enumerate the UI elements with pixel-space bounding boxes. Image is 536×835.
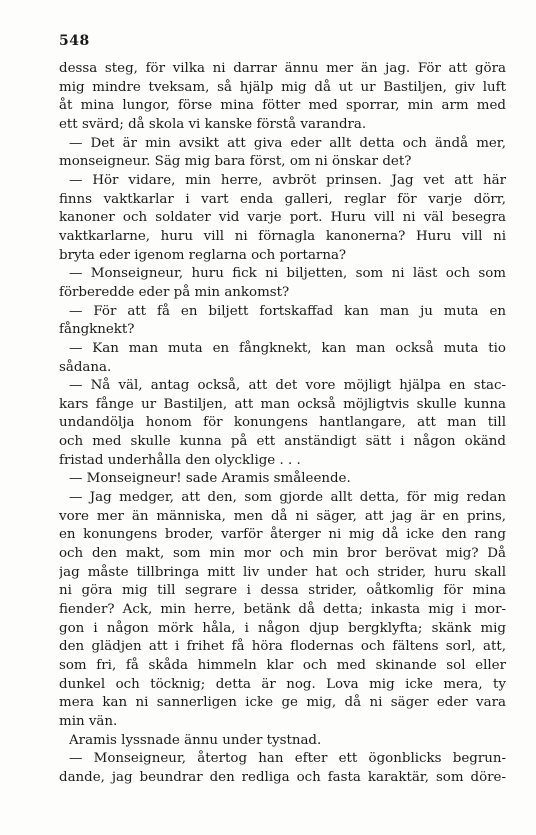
text-line: dunkel och töcknig; detta är nog. Lova mig icke mera, ty (59, 676, 506, 692)
text-line: min vän. (59, 713, 118, 729)
text-line: fångknekt? (59, 322, 135, 338)
text-line: ni göra mig till segrare i dessa strider, oåtkomlig för mina (59, 583, 506, 599)
text-line: dande, jag beundrar den redliga och fasta karaktär, som döre- (59, 769, 506, 785)
text-line: vore mer än människa, men då ni säger, att jag är en prins, (59, 508, 506, 524)
text-line: — För att få en biljett fortskaffad kan man ju muta en (69, 303, 506, 319)
text-line: mera kan ni sannerligen icke ge mig, då ni säger eder vara (59, 695, 506, 711)
text-line: — Kan man muta en fångknekt, kan man också muta tio (69, 340, 506, 356)
text-line: och med skulle kunna på ett anständigt sätt i någon okänd (59, 434, 506, 450)
text-line: — Det är min avsikt att giva eder allt detta och ändå mer, (69, 135, 506, 151)
text-line: vaktkarlarne, huru vill ni förnagla kanonerna? Huru vill ni (59, 228, 506, 244)
text-line: gon i någon mörk håla, i någon djup bergklyfta; skänk mig (59, 620, 506, 636)
text-line: jag måste tillbringa mitt liv under hat och strider, huru skall (59, 564, 506, 580)
text-line: mig mindre tveksam, så hjälp mig då ut ur Bastiljen, giv luft (59, 79, 506, 95)
text-line: förberedde eder på min ankomst? (59, 284, 290, 300)
text-line: undandölja honom för konungens hantlangare, att man till (59, 415, 506, 431)
text-line: — Nå väl, antag också, att det vore möjligt hjälpa en stac- (69, 378, 506, 394)
text-line: — Monseigneur, huru fick ni biljetten, som ni läst och som (69, 266, 506, 282)
text-line: kanoner och soldater vid varje port. Huru vill ni väl besegra (59, 210, 506, 226)
text-line: — Monseigneur! sade Aramis småleende. (69, 471, 351, 487)
text-line: fristad underhålla den olycklige . . . (59, 452, 301, 468)
page-number: 548 (59, 33, 90, 49)
text-line: Aramis lyssnade ännu under tystnad. (69, 732, 322, 748)
text-line: finns vaktkarlar i vart enda galleri, reglar för varje dörr, (59, 191, 506, 207)
text-line: dessa steg, för vilka ni darrar ännu mer än jag. För att göra (59, 61, 506, 76)
text-line: bryta eder igenom reglarna och portarna? (59, 247, 347, 263)
text-line: kars fånge ur Bastiljen, att man också möjligtvis skulle kunna (59, 396, 506, 412)
text-line: sådana. (59, 359, 112, 375)
text-line: — Jag medger, att den, som gjorde allt detta, för mig redan (69, 490, 506, 506)
text-line: en konungens broder, varför återger ni mig då icke den rang (59, 527, 506, 543)
text-line: — Monseigneur, återtog han efter ett ögonblicks begrun- (69, 751, 506, 767)
text-line: — Hör vidare, min herre, avbröt prinsen. Jag vet att här (69, 172, 506, 188)
text-line: åt mina lungor, förse mina fötter med sporrar, min arm med (59, 98, 506, 114)
text-line: ett svärd; då skola vi kanske förstå varandra. (59, 116, 367, 132)
text-line: och den makt, som min mor och min bror berövat mig? Då (59, 546, 506, 562)
text-line: fiender? Ack, min herre, betänk då detta; inkasta mig i mor- (59, 602, 506, 618)
text-line: den glädjen att i frihet få höra flodernas och fältens sorl, att, (59, 639, 506, 655)
body-text (59, 60, 506, 788)
text-line: som fri, få skåda himmeln klar och med skinande sol eller (59, 658, 506, 673)
text-line: monseigneur. Säg mig bara först, om ni önskar det? (59, 154, 412, 170)
